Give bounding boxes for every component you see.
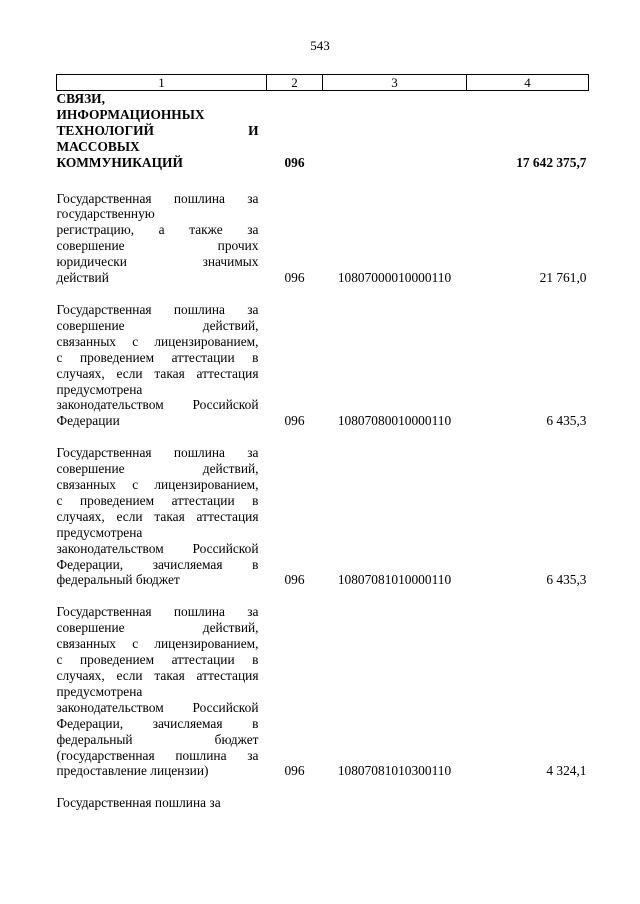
revenue-name [57, 795, 267, 827]
table-row [57, 91, 589, 191]
revenue-name-line: юридически значимых [56, 254, 259, 270]
revenue-name-line: совершение действий, [56, 620, 259, 636]
revenue-name-line: предусмотрена [56, 683, 143, 699]
revenue-name-line: Государственная пошлина за [56, 604, 259, 620]
table-row [57, 795, 589, 827]
revenue-name-line: совершение действий, [56, 461, 259, 477]
revenue-name-line: регистрацию, а также за [56, 222, 259, 238]
revenue-name-line: законодательством Российской [56, 699, 259, 715]
revenue-name [57, 191, 267, 302]
revenue-name-line: случаях, если такая аттестация [56, 365, 259, 381]
budget-classification-code [323, 91, 467, 191]
revenue-name-line: Федерации, зачисляемая в [56, 556, 259, 572]
admin-code [267, 795, 323, 827]
table-row [57, 445, 589, 604]
revenue-name-line: совершение прочих [56, 238, 259, 254]
revenue-name-line: случаях, если такая аттестация [56, 668, 259, 683]
budget-classification-code: 10807081010300110 [337, 763, 452, 779]
revenue-name-line: Федерации, зачисляемая в [56, 715, 259, 731]
revenue-name-line: федеральный бюджет [56, 572, 180, 588]
revenue-name-line: с проведением аттестации в [56, 349, 259, 365]
header-col-3: 3 [323, 75, 467, 91]
revenue-name [57, 604, 267, 795]
revenue-name-line: связанных с лицензированием, [56, 333, 259, 349]
amount: 6 435,3 [546, 413, 587, 429]
amount: 21 761,0 [539, 270, 587, 286]
revenue-name-line: предусмотрена [56, 524, 143, 540]
header-col-2: 2 [267, 75, 323, 91]
revenue-name [57, 302, 267, 445]
table-row [57, 604, 589, 795]
revenue-name-line: связанных с лицензированием, [56, 477, 259, 493]
amount [467, 795, 589, 827]
budget-classification-code: 10807000010000110 [337, 270, 452, 286]
revenue-name-line: законодательством Российской [56, 397, 259, 413]
revenue-name-line: действий [56, 270, 109, 286]
budget-classification-code: 10807080010000110 [337, 413, 452, 429]
revenue-name-line: связанных с лицензированием, [56, 636, 259, 652]
revenue-name-line: предусмотрена [56, 381, 143, 397]
revenue-name-line: с проведением аттестации в [56, 652, 259, 668]
budget-classification-code [323, 795, 467, 827]
revenue-name-line: СВЯЗИ, [56, 91, 105, 106]
table-row [57, 191, 589, 302]
amount: 6 435,3 [546, 572, 587, 588]
revenue-name-line: Государственная пошлина за [56, 190, 259, 206]
revenue-name [57, 91, 267, 191]
revenue-name-line: предоставление лицензии) [56, 763, 209, 779]
revenue-name-line: законодательством Российской [56, 540, 259, 556]
amount: 4 324,1 [546, 763, 587, 779]
page-number: 543 [310, 38, 330, 53]
admin-code: 096 [284, 270, 305, 286]
header-row [57, 75, 589, 91]
revenue-name-line: ТЕХНОЛОГИЙ И [56, 122, 259, 138]
revenue-name-line: МАССОВЫХ [56, 138, 140, 154]
revenue-name-line: случаях, если такая аттестация [56, 508, 259, 524]
table-row [57, 302, 589, 445]
amount: 17 642 375,7 [516, 154, 587, 170]
admin-code: 096 [284, 572, 305, 588]
revenue-name-line: Федерации [56, 413, 120, 429]
revenue-name-line: Государственная пошлина за [56, 795, 221, 811]
admin-code: 096 [284, 763, 305, 779]
revenue-name-line: (государственная пошлина за [56, 747, 259, 763]
budget-classification-code: 10807081010000110 [337, 572, 452, 588]
header-col-4: 4 [467, 75, 589, 91]
revenue-name-line: КОММУНИКАЦИЙ [56, 154, 183, 170]
header-col-1: 1 [57, 75, 267, 91]
revenue-name-line: Государственная пошлина за [56, 445, 259, 461]
revenue-name-line: ИНФОРМАЦИОННЫХ [56, 106, 205, 122]
revenue-name-line: федеральный бюджет [56, 731, 259, 747]
revenue-name-line: Государственная пошлина за [56, 301, 259, 317]
revenue-name-line: государственную [56, 206, 155, 222]
revenue-table [56, 74, 589, 827]
revenue-name-line: совершение действий, [56, 317, 259, 333]
revenue-name [57, 445, 267, 604]
table-body [57, 91, 589, 828]
revenue-name-line: с проведением аттестации в [56, 492, 259, 508]
admin-code: 096 [284, 154, 305, 170]
admin-code: 096 [284, 413, 305, 429]
